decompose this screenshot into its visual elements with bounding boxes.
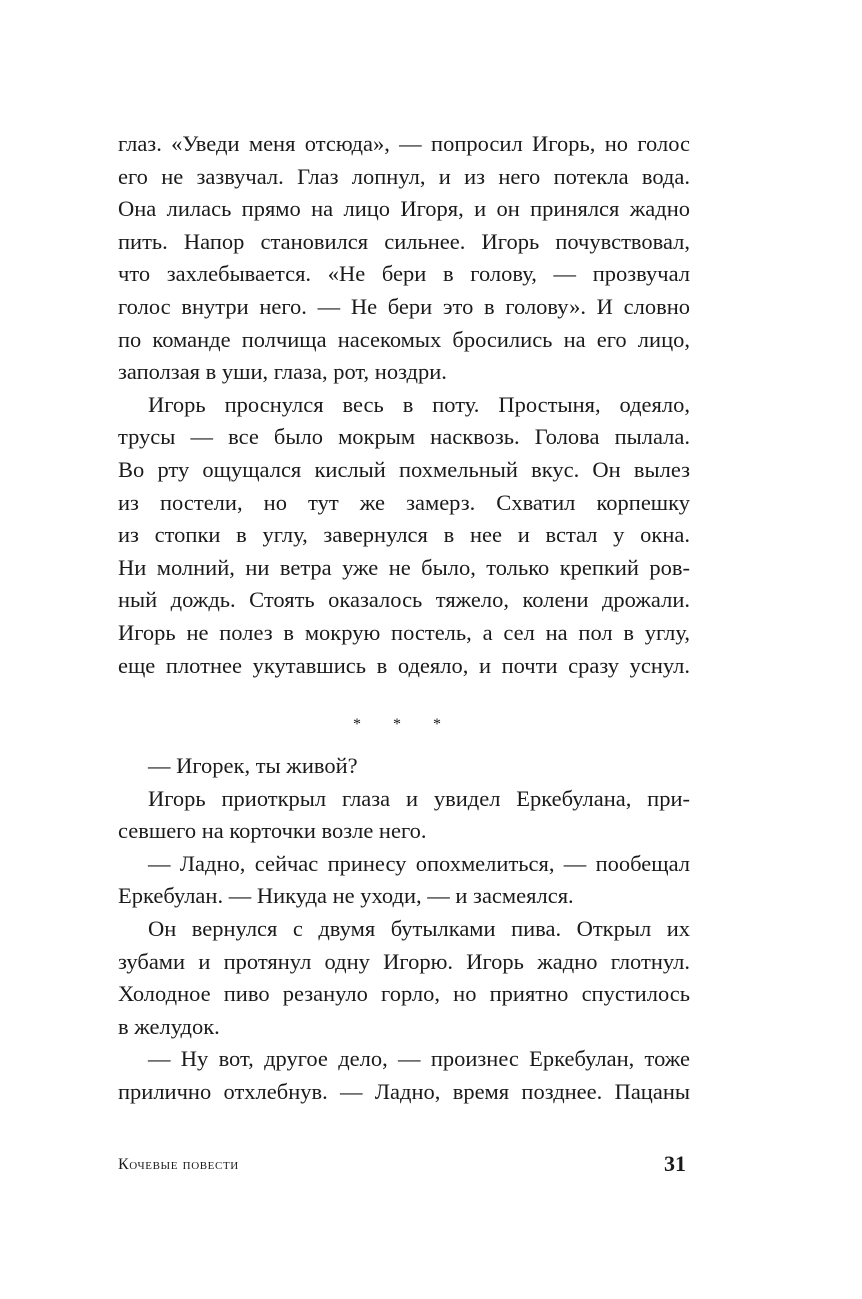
text-line: Во рту ощущался кислый похмельный вкус. Он вылез <box>118 456 690 482</box>
text-line: заползая в уши, глаза, рот, ноздри. <box>118 359 447 385</box>
text-line: по команде полчища насекомых бросились на его лицо, <box>118 326 690 352</box>
text-line: севшего на корточки возле него. <box>118 818 427 844</box>
dialogue-line: прилично отхлебнув. — Ладно, время позднее. Пацаны <box>118 1078 690 1104</box>
text-line: Ни молний, ни ветра уже не было, только крепкий ров- <box>118 554 690 580</box>
text-line: Игорь приоткрыл глаза и увидел Еркебулана, при- <box>148 785 690 811</box>
text-line: его не зазвучал. Глаз лопнул, и из него потекла вода. <box>118 163 690 189</box>
text-line: Холодное пиво резануло горло, но приятно спустилось <box>118 981 690 1007</box>
text-line: голос внутри него. — Не бери это в голову». И словно <box>118 293 690 319</box>
text-line: Игорь не полез в мокрую постель, а сел на пол в углу, <box>118 619 690 645</box>
body-text-bottom <box>118 750 690 1109</box>
dialogue-line: — Игорек, ты живой? <box>148 753 358 778</box>
page-number: 31 <box>664 1151 686 1176</box>
text-line: ный дождь. Стоять оказалось тяжело, колени дрожали. <box>118 587 690 613</box>
running-title: Кочевые повести <box>118 1156 239 1173</box>
dialogue-line: Еркебулан. — Никуда не уходи, — и засмеялся. <box>118 883 574 909</box>
text-line: что захлебывается. «Не бери в голову, — прозвучал <box>118 261 690 287</box>
scene-break-asterisks: * * * <box>353 716 455 733</box>
dialogue-line: — Ну вот, другое дело, — произнес Еркебулан, тоже <box>148 1046 690 1072</box>
body-text-top <box>118 128 690 682</box>
text-line: в желудок. <box>118 1013 220 1039</box>
text-line: глаз. «Уведи меня отсюда», — попросил Игорь, но голос <box>118 131 690 156</box>
dialogue-line: — Ладно, сейчас принесу опохмелиться, — пообещал <box>148 850 690 876</box>
text-line: зубами и протянул одну Игорю. Игорь жадно глотнул. <box>118 948 690 974</box>
text-line: Она лилась прямо на лицо Игоря, и он принялся жадно <box>118 196 690 222</box>
text-line: еще плотнее укутавшись в одеяло, и почти сразу уснул. <box>118 652 690 678</box>
text-line: трусы — все было мокрым насквозь. Голова пылала. <box>118 424 690 450</box>
text-line: Игорь проснулся весь в поту. Простыня, одеяло, <box>148 391 690 417</box>
text-line: Он вернулся с двумя бутылками пива. Открыл их <box>148 915 690 941</box>
text-line: из стопки в углу, завернулся в нее и встал у окна. <box>118 522 690 548</box>
text-line: из постели, но тут же замерз. Схватил корпешку <box>118 489 690 515</box>
text-line: пить. Напор становился сильнее. Игорь почувствовал, <box>118 228 690 254</box>
